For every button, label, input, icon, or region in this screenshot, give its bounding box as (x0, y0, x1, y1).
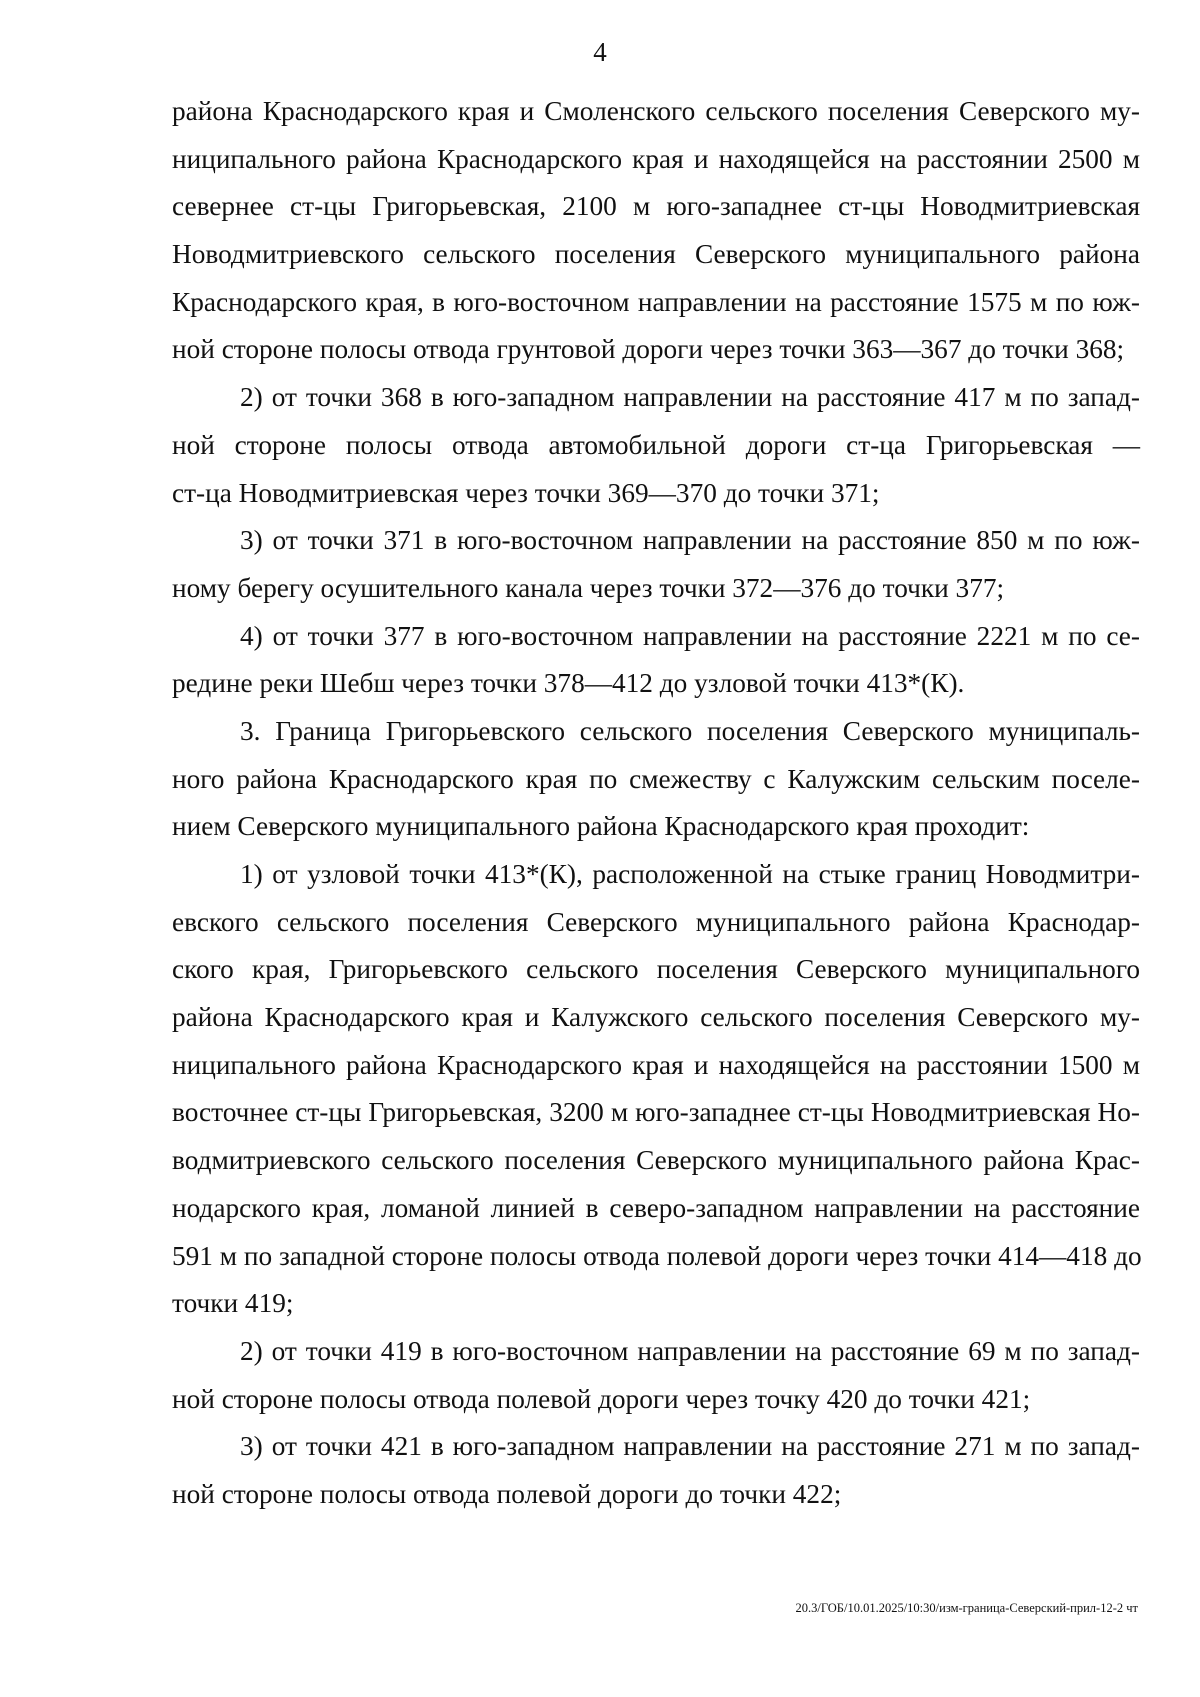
document-body (172, 88, 1140, 1519)
text-line: евского сельского поселения Северского муниципального района Краснодар- (172, 906, 1140, 937)
text-line: точки 419; (172, 1288, 294, 1319)
text-line: Краснодарского края, в юго-восточном направлении на расстояние 1575 м по юж- (172, 286, 1140, 317)
text-line: 2) от точки 368 в юго-западном направлении на расстояние 417 м по запад- (240, 382, 1140, 413)
text-line: ского края, Григорьевского сельского поселения Северского муниципального (172, 954, 1140, 985)
text-line: севернее ст-цы Григорьевская, 2100 м юго-западнее ст-цы Новодмитриевская (172, 191, 1140, 222)
text-line: 3) от точки 421 в юго-западном направлении на расстояние 271 м по запад- (240, 1431, 1140, 1462)
text-line: ной стороне полосы отвода полевой дороги до точки 422; (172, 1478, 842, 1509)
text-line: 4) от точки 377 в юго-восточном направлении на расстояние 2221 м по се- (240, 620, 1140, 651)
text-line: нодарского края, ломаной линией в северо-западном направлении на расстояние (172, 1192, 1140, 1223)
text-line: 3. Граница Григорьевского сельского поселения Северского муниципаль- (240, 715, 1140, 746)
text-line: ной стороне полосы отвода грунтовой дороги через точки 363—367 до точки 368; (172, 334, 1125, 365)
text-line: района Краснодарского края и Калужского сельского поселения Северского му- (172, 1002, 1140, 1033)
text-line: восточнее ст-цы Григорьевская, 3200 м юго-западнее ст-цы Новодмитриевская Но- (172, 1097, 1140, 1128)
text-line: 2) от точки 419 в юго-восточном направлении на расстояние 69 м по запад- (240, 1335, 1140, 1366)
text-line: нием Северского муниципального района Краснодарского края проходит: (172, 811, 1030, 842)
text-line: 3) от точки 371 в юго-восточном направлении на расстояние 850 м по юж- (240, 525, 1140, 556)
text-line: водмитриевского сельского поселения Северского муниципального района Крас- (172, 1145, 1140, 1176)
text-line: ному берегу осушительного канала через точки 372—376 до точки 377; (172, 572, 1005, 603)
text-line: ст-ца Новодмитриевская через точки 369—370 до точки 371; (172, 477, 880, 508)
page-number: 4 (593, 37, 607, 67)
text-line: ной стороне полосы отвода автомобильной дороги ст-ца Григорьевская — (172, 429, 1140, 460)
text-line: 591 м по западной стороне полосы отвода полевой дороги через точки 414—418 до (172, 1240, 1142, 1271)
footer-file-reference: 20.3/ГОБ/10.01.2025/10:30/изм-граница-Северский-прил-12-2 чт (795, 1601, 1138, 1615)
text-line: ниципального района Краснодарского края и находящейся на расстоянии 2500 м (172, 143, 1140, 174)
text-line: редине реки Шебш через точки 378—412 до узловой точки 413*(К). (172, 668, 965, 699)
text-line: ной стороне полосы отвода полевой дороги через точку 420 до точки 421; (172, 1383, 1031, 1414)
text-line: ниципального района Краснодарского края и находящейся на расстоянии 1500 м (172, 1049, 1140, 1080)
text-line: района Краснодарского края и Смоленского сельского поселения Северского му- (172, 96, 1140, 126)
text-line: Новодмитриевского сельского поселения Северского муниципального района (172, 239, 1140, 270)
text-line: ного района Краснодарского края по смежеству с Калужским сельским поселе- (172, 763, 1140, 794)
text-line: 1) от узловой точки 413*(К), расположенной на стыке границ Новодмитри- (240, 859, 1140, 889)
